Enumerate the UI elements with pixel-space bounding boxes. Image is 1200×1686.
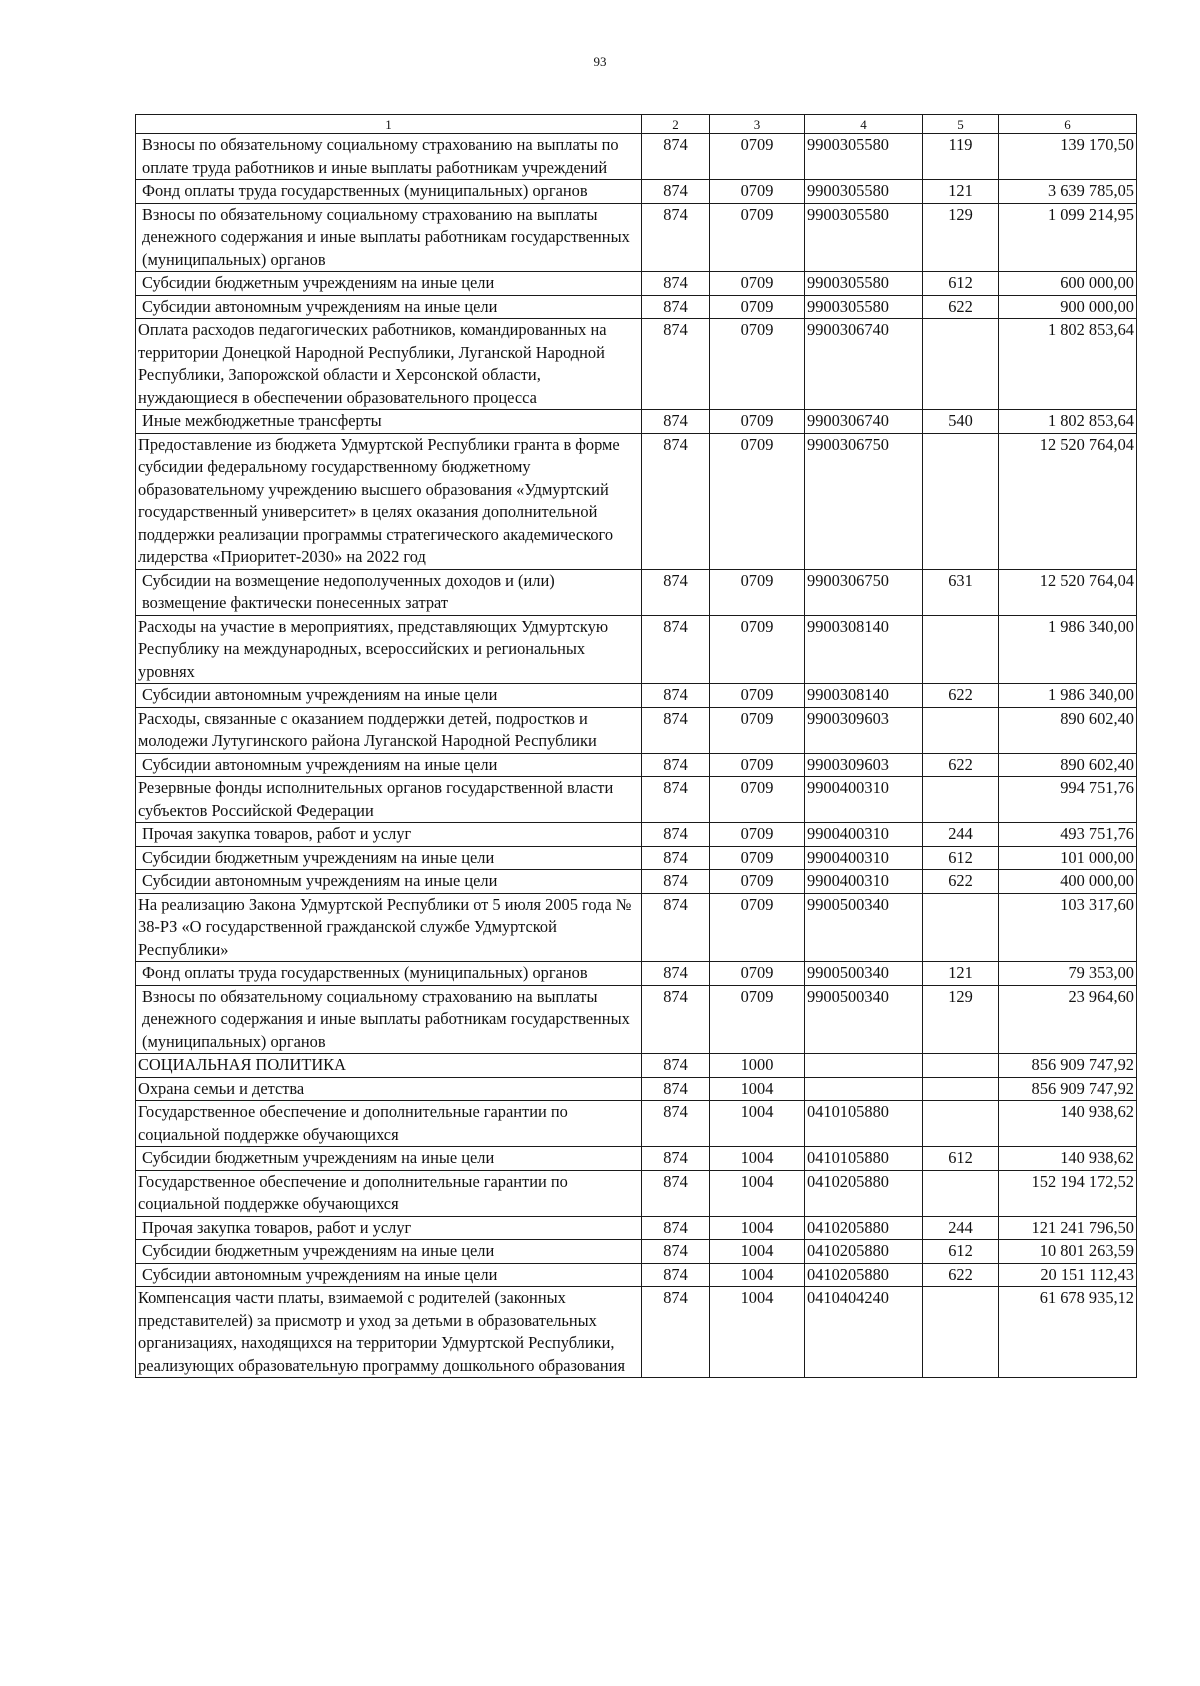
row-target-article-cell: 9900309603	[805, 707, 923, 753]
row-section-code-cell: 0709	[710, 893, 805, 962]
row-amount-cell: 3 639 785,05	[999, 180, 1137, 204]
row-name-cell: Расходы, связанные с оказанием поддержки детей, подростков и молодежи Лутугинского района Луганской Народной Республики	[136, 707, 642, 753]
row-amount-cell: 856 909 747,92	[999, 1054, 1137, 1078]
table-row	[136, 684, 1137, 708]
row-target-article-cell: 9900306740	[805, 319, 923, 410]
row-section-code-cell: 1004	[710, 1287, 805, 1378]
row-ministry-code-cell: 874	[642, 1287, 710, 1378]
row-amount-cell: 890 602,40	[999, 707, 1137, 753]
row-section-code-cell: 0709	[710, 319, 805, 410]
row-expense-type-cell: 540	[923, 410, 999, 434]
row-ministry-code-cell: 874	[642, 1216, 710, 1240]
row-amount-cell: 493 751,76	[999, 823, 1137, 847]
row-amount-cell: 140 938,62	[999, 1101, 1137, 1147]
row-amount-cell: 400 000,00	[999, 870, 1137, 894]
budget-table	[135, 114, 1137, 1378]
row-section-code-cell: 0709	[710, 846, 805, 870]
row-expense-type-cell: 612	[923, 1240, 999, 1264]
row-target-article-cell: 0410105880	[805, 1147, 923, 1171]
header-row	[136, 115, 1137, 134]
row-expense-type-cell: 622	[923, 684, 999, 708]
row-name-cell: Взносы по обязательному социальному страхованию на выплаты денежного содержания и иные выплаты работникам государственных (муниципальных) органов	[136, 203, 642, 272]
row-expense-type-cell	[923, 777, 999, 823]
row-expense-type-cell: 622	[923, 1263, 999, 1287]
row-section-code-cell: 0709	[710, 272, 805, 296]
header-col-1: 1	[136, 115, 642, 134]
table-row	[136, 985, 1137, 1054]
row-expense-type-cell: 622	[923, 870, 999, 894]
row-expense-type-cell: 119	[923, 134, 999, 180]
row-name-cell: Государственное обеспечение и дополнительные гарантии по социальной поддержке обучающихся	[136, 1170, 642, 1216]
row-name-cell: Государственное обеспечение и дополнительные гарантии по социальной поддержке обучающихся	[136, 1101, 642, 1147]
row-expense-type-cell	[923, 1101, 999, 1147]
row-ministry-code-cell: 874	[642, 707, 710, 753]
table-row	[136, 846, 1137, 870]
row-section-code-cell: 1004	[710, 1077, 805, 1101]
row-section-code-cell: 0709	[710, 985, 805, 1054]
row-amount-cell: 152 194 172,52	[999, 1170, 1137, 1216]
row-target-article-cell: 9900305580	[805, 272, 923, 296]
row-expense-type-cell	[923, 1054, 999, 1078]
row-ministry-code-cell: 874	[642, 753, 710, 777]
table-row	[136, 870, 1137, 894]
row-name-cell: Субсидии бюджетным учреждениям на иные цели	[136, 1240, 642, 1264]
row-amount-cell: 103 317,60	[999, 893, 1137, 962]
row-target-article-cell: 9900305580	[805, 134, 923, 180]
table-row	[136, 1077, 1137, 1101]
row-name-cell: Взносы по обязательному социальному страхованию на выплаты денежного содержания и иные выплаты работникам государственных (муниципальных) органов	[136, 985, 642, 1054]
row-amount-cell: 79 353,00	[999, 962, 1137, 986]
row-name-cell: Субсидии бюджетным учреждениям на иные цели	[136, 272, 642, 296]
row-name-cell: СОЦИАЛЬНАЯ ПОЛИТИКА	[136, 1054, 642, 1078]
row-name-cell: Иные межбюджетные трансферты	[136, 410, 642, 434]
row-expense-type-cell: 121	[923, 962, 999, 986]
row-amount-cell: 10 801 263,59	[999, 1240, 1137, 1264]
row-target-article-cell	[805, 1054, 923, 1078]
header-col-2: 2	[642, 115, 710, 134]
table-row	[136, 134, 1137, 180]
row-section-code-cell: 0709	[710, 753, 805, 777]
header-col-6: 6	[999, 115, 1137, 134]
row-expense-type-cell	[923, 1170, 999, 1216]
row-section-code-cell: 1004	[710, 1240, 805, 1264]
row-name-cell: Субсидии бюджетным учреждениям на иные цели	[136, 846, 642, 870]
table-row	[136, 962, 1137, 986]
row-name-cell: Субсидии автономным учреждениям на иные цели	[136, 1263, 642, 1287]
row-expense-type-cell: 244	[923, 1216, 999, 1240]
row-expense-type-cell: 244	[923, 823, 999, 847]
row-ministry-code-cell: 874	[642, 1240, 710, 1264]
row-target-article-cell: 0410205880	[805, 1216, 923, 1240]
row-ministry-code-cell: 874	[642, 134, 710, 180]
row-ministry-code-cell: 874	[642, 1263, 710, 1287]
row-target-article-cell: 9900308140	[805, 615, 923, 684]
row-name-cell: Фонд оплаты труда государственных (муниципальных) органов	[136, 180, 642, 204]
row-target-article-cell: 0410205880	[805, 1170, 923, 1216]
row-expense-type-cell: 612	[923, 272, 999, 296]
row-expense-type-cell: 622	[923, 295, 999, 319]
row-target-article-cell: 9900306750	[805, 569, 923, 615]
row-name-cell: Взносы по обязательному социальному страхованию на выплаты по оплате труда работников и иные выплаты работникам учреждений	[136, 134, 642, 180]
row-target-article-cell: 9900500340	[805, 962, 923, 986]
table-row	[136, 893, 1137, 962]
table-row	[136, 1147, 1137, 1171]
row-target-article-cell: 9900305580	[805, 295, 923, 319]
table-row	[136, 1170, 1137, 1216]
table-row	[136, 203, 1137, 272]
row-ministry-code-cell: 874	[642, 295, 710, 319]
row-expense-type-cell	[923, 433, 999, 569]
table-row	[136, 1287, 1137, 1378]
row-section-code-cell: 0709	[710, 823, 805, 847]
row-ministry-code-cell: 874	[642, 684, 710, 708]
table-row	[136, 1263, 1137, 1287]
table-row	[136, 433, 1137, 569]
row-target-article-cell: 9900500340	[805, 985, 923, 1054]
row-ministry-code-cell: 874	[642, 893, 710, 962]
row-ministry-code-cell: 874	[642, 1170, 710, 1216]
row-ministry-code-cell: 874	[642, 846, 710, 870]
row-name-cell: Субсидии автономным учреждениям на иные цели	[136, 295, 642, 319]
row-ministry-code-cell: 874	[642, 180, 710, 204]
row-target-article-cell	[805, 1077, 923, 1101]
header-col-3: 3	[710, 115, 805, 134]
row-ministry-code-cell: 874	[642, 569, 710, 615]
row-expense-type-cell	[923, 615, 999, 684]
row-ministry-code-cell: 874	[642, 985, 710, 1054]
row-expense-type-cell: 129	[923, 203, 999, 272]
table-row	[136, 615, 1137, 684]
row-name-cell: Фонд оплаты труда государственных (муниципальных) органов	[136, 962, 642, 986]
row-ministry-code-cell: 874	[642, 1101, 710, 1147]
row-expense-type-cell	[923, 319, 999, 410]
row-amount-cell: 890 602,40	[999, 753, 1137, 777]
table-row	[136, 295, 1137, 319]
row-amount-cell: 1 802 853,64	[999, 319, 1137, 410]
table-header	[136, 115, 1137, 134]
row-target-article-cell: 0410205880	[805, 1263, 923, 1287]
row-section-code-cell: 1004	[710, 1147, 805, 1171]
row-amount-cell: 856 909 747,92	[999, 1077, 1137, 1101]
row-section-code-cell: 0709	[710, 433, 805, 569]
table-row	[136, 1216, 1137, 1240]
row-expense-type-cell	[923, 707, 999, 753]
row-amount-cell: 994 751,76	[999, 777, 1137, 823]
row-section-code-cell: 0709	[710, 180, 805, 204]
row-section-code-cell: 0709	[710, 569, 805, 615]
row-ministry-code-cell: 874	[642, 410, 710, 434]
row-target-article-cell: 9900400310	[805, 870, 923, 894]
row-expense-type-cell: 612	[923, 846, 999, 870]
row-target-article-cell: 9900306750	[805, 433, 923, 569]
row-section-code-cell: 0709	[710, 870, 805, 894]
table-row	[136, 777, 1137, 823]
row-expense-type-cell: 121	[923, 180, 999, 204]
row-target-article-cell: 9900400310	[805, 846, 923, 870]
row-amount-cell: 1 099 214,95	[999, 203, 1137, 272]
table-row	[136, 707, 1137, 753]
page-number: 93	[593, 54, 607, 69]
row-target-article-cell: 9900306740	[805, 410, 923, 434]
row-section-code-cell: 0709	[710, 410, 805, 434]
row-amount-cell: 140 938,62	[999, 1147, 1137, 1171]
row-ministry-code-cell: 874	[642, 1147, 710, 1171]
row-amount-cell: 61 678 935,12	[999, 1287, 1137, 1378]
row-target-article-cell: 9900500340	[805, 893, 923, 962]
row-amount-cell: 1 986 340,00	[999, 615, 1137, 684]
row-name-cell: Прочая закупка товаров, работ и услуг	[136, 823, 642, 847]
row-section-code-cell: 0709	[710, 295, 805, 319]
row-target-article-cell: 9900305580	[805, 180, 923, 204]
row-section-code-cell: 0709	[710, 134, 805, 180]
row-amount-cell: 12 520 764,04	[999, 433, 1137, 569]
table-row	[136, 569, 1137, 615]
row-target-article-cell: 9900400310	[805, 823, 923, 847]
row-ministry-code-cell: 874	[642, 1077, 710, 1101]
row-name-cell: Субсидии автономным учреждениям на иные цели	[136, 870, 642, 894]
row-amount-cell: 1 986 340,00	[999, 684, 1137, 708]
table-row	[136, 319, 1137, 410]
row-amount-cell: 23 964,60	[999, 985, 1137, 1054]
row-section-code-cell: 1004	[710, 1216, 805, 1240]
row-ministry-code-cell: 874	[642, 319, 710, 410]
row-expense-type-cell: 129	[923, 985, 999, 1054]
row-ministry-code-cell: 874	[642, 1054, 710, 1078]
row-name-cell: Охрана семьи и детства	[136, 1077, 642, 1101]
row-name-cell: Компенсация части платы, взимаемой с родителей (законных представителей) за присмотр и уход за детьми в образовательных организациях, находящихся на территории Удмуртской Республики, реализующих образовательную программу дошкольного образования	[136, 1287, 642, 1378]
row-target-article-cell: 9900400310	[805, 777, 923, 823]
table-row	[136, 272, 1137, 296]
row-name-cell: На реализацию Закона Удмуртской Республики от 5 июля 2005 года № 38-РЗ «О государственной гражданской службе Удмуртской Республики»	[136, 893, 642, 962]
row-amount-cell: 900 000,00	[999, 295, 1137, 319]
row-expense-type-cell	[923, 1077, 999, 1101]
table-body	[136, 134, 1137, 1378]
table-row	[136, 1054, 1137, 1078]
row-amount-cell: 1 802 853,64	[999, 410, 1137, 434]
table-row	[136, 1101, 1137, 1147]
row-section-code-cell: 0709	[710, 777, 805, 823]
row-name-cell: Субсидии бюджетным учреждениям на иные цели	[136, 1147, 642, 1171]
row-name-cell: Субсидии на возмещение недополученных доходов и (или) возмещение фактически понесенных затрат	[136, 569, 642, 615]
row-amount-cell: 139 170,50	[999, 134, 1137, 180]
header-col-5: 5	[923, 115, 999, 134]
row-expense-type-cell: 612	[923, 1147, 999, 1171]
row-section-code-cell: 1004	[710, 1101, 805, 1147]
row-name-cell: Предоставление из бюджета Удмуртской Республики гранта в форме субсидии федеральному государственному бюджетному образовательному учреждению высшего образования «Удмуртский государственный университет» в целях оказания дополнительной поддержки реализации программы стратегического академического лидерства «Приоритет-2030» на 2022 год	[136, 433, 642, 569]
header-col-4: 4	[805, 115, 923, 134]
row-name-cell: Субсидии автономным учреждениям на иные цели	[136, 753, 642, 777]
row-section-code-cell: 1004	[710, 1263, 805, 1287]
row-ministry-code-cell: 874	[642, 272, 710, 296]
table-row	[136, 753, 1137, 777]
row-ministry-code-cell: 874	[642, 962, 710, 986]
row-amount-cell: 20 151 112,43	[999, 1263, 1137, 1287]
row-section-code-cell: 1000	[710, 1054, 805, 1078]
row-name-cell: Оплата расходов педагогических работников, командированных на территории Донецкой Народной Республики, Луганской Народной Республики, Запорожской области и Херсонской области, нуждающиеся в обеспечении образовательного процесса	[136, 319, 642, 410]
row-expense-type-cell	[923, 893, 999, 962]
row-ministry-code-cell: 874	[642, 615, 710, 684]
row-expense-type-cell: 622	[923, 753, 999, 777]
table-row	[136, 823, 1137, 847]
row-target-article-cell: 0410105880	[805, 1101, 923, 1147]
row-target-article-cell: 0410205880	[805, 1240, 923, 1264]
row-ministry-code-cell: 874	[642, 203, 710, 272]
table-row	[136, 410, 1137, 434]
row-section-code-cell: 0709	[710, 615, 805, 684]
row-name-cell: Резервные фонды исполнительных органов государственной власти субъектов Российской Федерации	[136, 777, 642, 823]
row-name-cell: Прочая закупка товаров, работ и услуг	[136, 1216, 642, 1240]
row-target-article-cell: 0410404240	[805, 1287, 923, 1378]
row-ministry-code-cell: 874	[642, 823, 710, 847]
row-amount-cell: 600 000,00	[999, 272, 1137, 296]
row-section-code-cell: 0709	[710, 707, 805, 753]
row-name-cell: Субсидии автономным учреждениям на иные цели	[136, 684, 642, 708]
table-row	[136, 1240, 1137, 1264]
row-section-code-cell: 0709	[710, 962, 805, 986]
row-ministry-code-cell: 874	[642, 777, 710, 823]
row-section-code-cell: 0709	[710, 203, 805, 272]
row-expense-type-cell	[923, 1287, 999, 1378]
row-amount-cell: 101 000,00	[999, 846, 1137, 870]
row-section-code-cell: 0709	[710, 684, 805, 708]
row-amount-cell: 121 241 796,50	[999, 1216, 1137, 1240]
row-target-article-cell: 9900305580	[805, 203, 923, 272]
row-section-code-cell: 1004	[710, 1170, 805, 1216]
row-target-article-cell: 9900309603	[805, 753, 923, 777]
row-ministry-code-cell: 874	[642, 870, 710, 894]
row-target-article-cell: 9900308140	[805, 684, 923, 708]
table-row	[136, 180, 1137, 204]
row-amount-cell: 12 520 764,04	[999, 569, 1137, 615]
row-expense-type-cell: 631	[923, 569, 999, 615]
row-name-cell: Расходы на участие в мероприятиях, представляющих Удмуртскую Республику на международных, всероссийских и региональных уровнях	[136, 615, 642, 684]
row-ministry-code-cell: 874	[642, 433, 710, 569]
